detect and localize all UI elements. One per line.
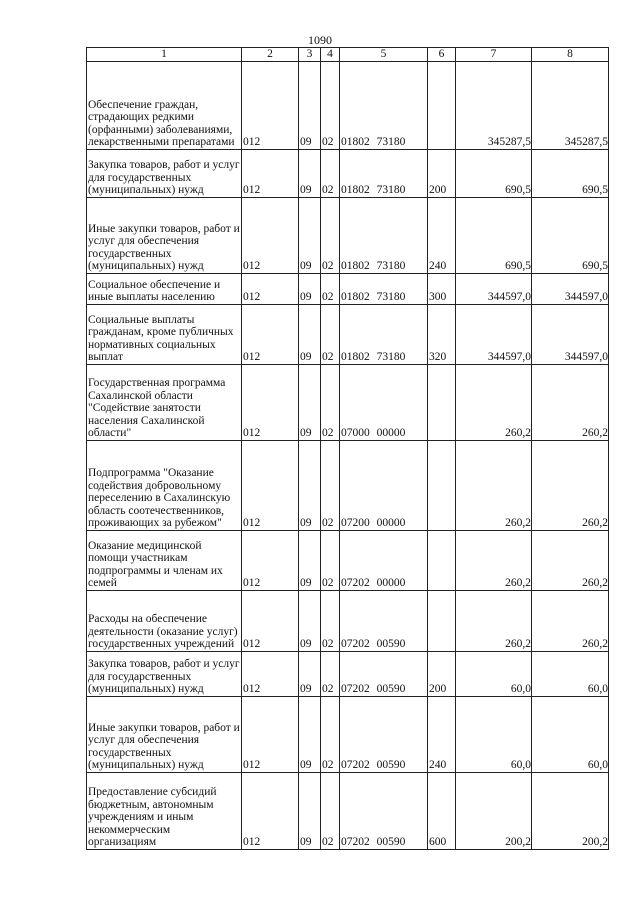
cell-target-item: 01802 73180 xyxy=(340,304,428,364)
row-name: Закупка товаров, работ и услуг для государственных (муниципальных) нужд xyxy=(87,149,242,197)
cell-amount-2: 344597,0 xyxy=(532,304,609,364)
col-header-7: 7 xyxy=(456,48,532,62)
cell-target-item: 01802 73180 xyxy=(340,273,428,304)
cell-amount-1: 200,2 xyxy=(456,772,532,849)
cell-amount-1: 344597,0 xyxy=(456,304,532,364)
cell-subsection: 02 xyxy=(321,696,340,772)
cell-expense-type xyxy=(428,364,456,440)
cell-expense-type xyxy=(428,61,456,149)
col-header-6: 6 xyxy=(428,48,456,62)
table-row xyxy=(87,149,609,197)
row-name: Обеспечение граждан, страдающих редкими (орфанными) заболеваниями, лекарственными препаратами xyxy=(87,61,242,149)
cell-ministry: 012 xyxy=(242,696,299,772)
row-name: Оказание медицинской помощи участникам подпрограммы и членам их семей xyxy=(87,530,242,590)
row-name: Социальные выплаты гражданам, кроме публичных нормативных социальных выплат xyxy=(87,304,242,364)
cell-section: 09 xyxy=(299,696,321,772)
col-header-5: 5 xyxy=(340,48,428,62)
cell-target-item: 07202 00590 xyxy=(340,590,428,651)
row-name: Иные закупки товаров, работ и услуг для обеспечения государственных (муниципальных) нужд xyxy=(87,197,242,273)
table-row xyxy=(87,61,609,149)
table-row xyxy=(87,440,609,530)
table-row xyxy=(87,364,609,440)
col-header-3: 3 xyxy=(299,48,321,62)
cell-target-item: 01802 73180 xyxy=(340,197,428,273)
cell-target-item: 07202 00590 xyxy=(340,772,428,849)
header-row xyxy=(87,48,609,62)
cell-subsection: 02 xyxy=(321,590,340,651)
row-name: Закупка товаров, работ и услуг для государственных (муниципальных) нужд xyxy=(87,651,242,696)
cell-expense-type: 200 xyxy=(428,651,456,696)
row-name: Социальное обеспечение и иные выплаты населению xyxy=(87,273,242,304)
col-header-8: 8 xyxy=(532,48,609,62)
cell-target-item: 07202 00590 xyxy=(340,651,428,696)
cell-expense-type: 200 xyxy=(428,149,456,197)
cell-expense-type: 600 xyxy=(428,772,456,849)
cell-target-item: 07202 00000 xyxy=(340,530,428,590)
row-name: Государственная программа Сахалинской области "Содействие занятости населения Сахалинской области" xyxy=(87,364,242,440)
cell-ministry: 012 xyxy=(242,772,299,849)
table-row xyxy=(87,696,609,772)
cell-expense-type: 300 xyxy=(428,273,456,304)
cell-amount-2: 260,2 xyxy=(532,364,609,440)
col-header-2: 2 xyxy=(242,48,299,62)
table-row xyxy=(87,772,609,849)
cell-section: 09 xyxy=(299,530,321,590)
cell-amount-2: 60,0 xyxy=(532,696,609,772)
cell-section: 09 xyxy=(299,651,321,696)
row-name: Предоставление субсидий бюджетным, автономным учреждениям и иным некоммерческим организациям xyxy=(87,772,242,849)
cell-amount-1: 344597,0 xyxy=(456,273,532,304)
table-row xyxy=(87,273,609,304)
table-row xyxy=(87,651,609,696)
cell-section: 09 xyxy=(299,440,321,530)
cell-section: 09 xyxy=(299,304,321,364)
cell-amount-1: 345287,5 xyxy=(456,61,532,149)
cell-expense-type: 240 xyxy=(428,197,456,273)
row-name: Подпрограмма "Оказание содействия добровольному переселению в Сахалинскую область соотечественников, проживающих за рубежом" xyxy=(87,440,242,530)
cell-amount-1: 260,2 xyxy=(456,590,532,651)
cell-amount-2: 344597,0 xyxy=(532,273,609,304)
cell-amount-2: 260,2 xyxy=(532,590,609,651)
cell-ministry: 012 xyxy=(242,61,299,149)
cell-ministry: 012 xyxy=(242,149,299,197)
table-row xyxy=(87,590,609,651)
cell-expense-type: 320 xyxy=(428,304,456,364)
page-number: 1090 xyxy=(308,33,332,47)
cell-amount-2: 690,5 xyxy=(532,197,609,273)
cell-target-item: 07000 00000 xyxy=(340,364,428,440)
cell-subsection: 02 xyxy=(321,273,340,304)
cell-expense-type xyxy=(428,440,456,530)
col-header-4: 4 xyxy=(321,48,340,62)
cell-amount-1: 260,2 xyxy=(456,530,532,590)
table-row xyxy=(87,530,609,590)
row-name: Расходы на обеспечение деятельности (оказание услуг) государственных учреждений xyxy=(87,590,242,651)
cell-ministry: 012 xyxy=(242,197,299,273)
col-header-1: 1 xyxy=(87,48,242,62)
cell-ministry: 012 xyxy=(242,590,299,651)
cell-ministry: 012 xyxy=(242,651,299,696)
cell-ministry: 012 xyxy=(242,440,299,530)
cell-amount-2: 260,2 xyxy=(532,530,609,590)
cell-section: 09 xyxy=(299,61,321,149)
cell-expense-type: 240 xyxy=(428,696,456,772)
cell-amount-2: 690,5 xyxy=(532,149,609,197)
cell-section: 09 xyxy=(299,273,321,304)
cell-subsection: 02 xyxy=(321,530,340,590)
cell-subsection: 02 xyxy=(321,304,340,364)
cell-subsection: 02 xyxy=(321,149,340,197)
row-name: Иные закупки товаров, работ и услуг для обеспечения государственных (муниципальных) нужд xyxy=(87,696,242,772)
cell-target-item: 01802 73180 xyxy=(340,149,428,197)
cell-subsection: 02 xyxy=(321,197,340,273)
cell-amount-1: 260,2 xyxy=(456,440,532,530)
cell-subsection: 02 xyxy=(321,364,340,440)
cell-subsection: 02 xyxy=(321,651,340,696)
cell-target-item: 07200 00000 xyxy=(340,440,428,530)
cell-target-item: 01802 73180 xyxy=(340,61,428,149)
cell-section: 09 xyxy=(299,149,321,197)
cell-amount-2: 345287,5 xyxy=(532,61,609,149)
budget-table xyxy=(86,47,609,850)
cell-amount-2: 260,2 xyxy=(532,440,609,530)
cell-amount-2: 60,0 xyxy=(532,651,609,696)
cell-amount-2: 200,2 xyxy=(532,772,609,849)
cell-amount-1: 260,2 xyxy=(456,364,532,440)
table-row xyxy=(87,304,609,364)
cell-expense-type xyxy=(428,590,456,651)
cell-subsection: 02 xyxy=(321,772,340,849)
cell-subsection: 02 xyxy=(321,61,340,149)
cell-target-item: 07202 00590 xyxy=(340,696,428,772)
cell-ministry: 012 xyxy=(242,530,299,590)
cell-amount-1: 60,0 xyxy=(456,651,532,696)
cell-section: 09 xyxy=(299,772,321,849)
cell-section: 09 xyxy=(299,197,321,273)
cell-amount-1: 690,5 xyxy=(456,149,532,197)
cell-ministry: 012 xyxy=(242,364,299,440)
cell-section: 09 xyxy=(299,364,321,440)
cell-amount-1: 690,5 xyxy=(456,197,532,273)
table-row xyxy=(87,197,609,273)
cell-ministry: 012 xyxy=(242,304,299,364)
cell-subsection: 02 xyxy=(321,440,340,530)
cell-expense-type xyxy=(428,530,456,590)
cell-ministry: 012 xyxy=(242,273,299,304)
cell-section: 09 xyxy=(299,590,321,651)
cell-amount-1: 60,0 xyxy=(456,696,532,772)
